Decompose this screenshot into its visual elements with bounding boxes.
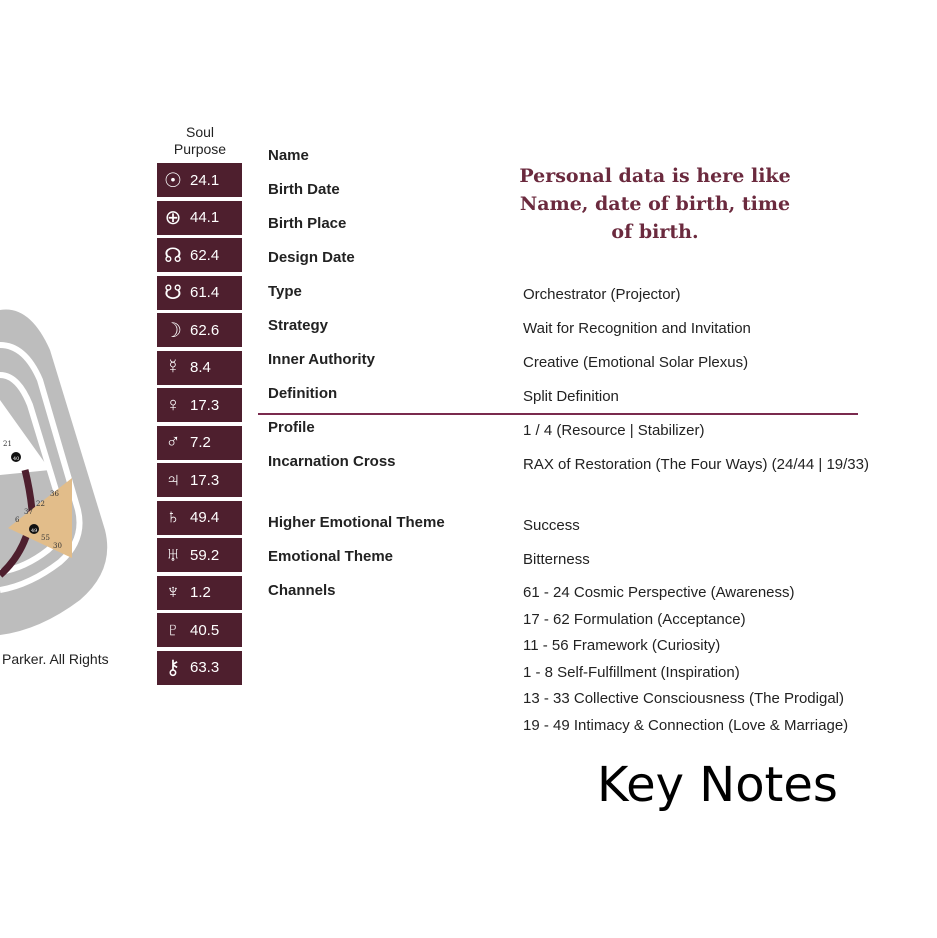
planet-value: 7.2 — [190, 434, 211, 451]
pluto-icon: ♇ — [165, 618, 181, 641]
label-strategy: Strategy — [268, 317, 329, 334]
label-definition: Definition — [268, 385, 338, 402]
divider — [258, 413, 858, 415]
channels-list — [523, 580, 923, 740]
planet-value: 17.3 — [190, 471, 220, 489]
channel-item: 13 - 33 Collective Consciousness (The Prodigal) — [523, 690, 844, 708]
bodygraph-fragment — [0, 300, 160, 640]
gate-21: 21 — [3, 440, 12, 448]
channel-item: 1 - 8 Self-Fulfillment (Inspiration) — [523, 663, 740, 681]
label-birth-date: Birth Date — [268, 181, 340, 198]
planet-value: 49.4 — [190, 509, 220, 526]
label-channels: Channels — [268, 582, 336, 599]
soul-purpose-title — [160, 124, 240, 158]
gate-6: 6 — [15, 516, 20, 524]
planet-row — [157, 238, 242, 272]
planet-row — [157, 538, 242, 572]
gate-30: 30 — [53, 542, 62, 550]
label-incarnation-cross: Incarnation Cross — [268, 453, 396, 470]
gate-37: 37 — [24, 508, 33, 516]
planet-row — [157, 313, 242, 347]
neptune-icon: ♆ — [165, 581, 181, 603]
planet-value: 61.4 — [190, 284, 220, 301]
label-emotional-theme: Emotional Theme — [268, 548, 394, 565]
planet-value: 8.4 — [190, 359, 211, 376]
planet-value: 24.1 — [190, 171, 220, 189]
label-birth-place: Birth Place — [268, 215, 347, 232]
planet-row — [157, 651, 242, 685]
south-node-icon: ☋ — [164, 282, 182, 304]
title-line: Purpose — [173, 141, 227, 157]
planet-row — [157, 576, 242, 610]
value-inner-authority: Creative (Emotional Solar Plexus) — [523, 354, 749, 371]
label-type: Type — [268, 283, 302, 300]
gate-40: 40 — [13, 456, 20, 462]
value-emotional-theme: Bitterness — [523, 551, 590, 568]
earth-icon: ⊕ — [164, 207, 182, 229]
value-strategy: Wait for Recognition and Invitation — [523, 320, 751, 337]
gate-49: 49 — [31, 528, 38, 534]
north-node-icon: ☊ — [164, 244, 182, 267]
planet-row — [157, 351, 242, 385]
planet-row — [157, 426, 242, 460]
sun-icon: ☉ — [164, 169, 182, 192]
label-name: Name — [268, 147, 309, 164]
planet-row — [157, 388, 242, 422]
planet-value: 17.3 — [190, 396, 220, 414]
key-notes-heading: Key Notes — [597, 757, 838, 813]
planet-row — [157, 613, 242, 647]
channel-item: 17 - 62 Formulation (Acceptance) — [523, 610, 746, 628]
label-profile: Profile — [268, 419, 315, 436]
channel-item: 61 - 24 Cosmic Perspective (Awareness) — [523, 584, 795, 601]
gate-36: 36 — [50, 490, 59, 498]
mars-icon: ♂ — [165, 431, 181, 453]
value-higher-emotional-theme: Success — [523, 517, 580, 534]
label-inner-authority: Inner Authority — [268, 351, 375, 368]
value-type: Orchestrator (Projector) — [523, 286, 681, 303]
planet-row — [157, 501, 242, 535]
value-profile: 1 / 4 (Resource | Stabilizer) — [523, 422, 705, 439]
planet-value: 62.4 — [190, 246, 220, 264]
chiron-icon: ⚷ — [165, 657, 181, 679]
channel-item: 19 - 49 Intimacy & Connection (Love & Marriage) — [523, 716, 849, 734]
planet-value: 59.2 — [190, 546, 220, 564]
value-incarnation-cross: RAX of Restoration (The Four Ways) (24/44 | 19/33) — [523, 456, 869, 473]
planet-row — [157, 163, 242, 197]
planet-row — [157, 463, 242, 497]
channel-item: 11 - 56 Framework (Curiosity) — [523, 637, 721, 655]
venus-icon: ♀ — [165, 393, 181, 416]
label-design-date: Design Date — [268, 249, 355, 266]
moon-icon: ☽ — [164, 319, 182, 342]
value-definition: Split Definition — [523, 388, 619, 405]
planet-value: 1.2 — [190, 584, 211, 601]
gate-55: 55 — [41, 534, 50, 542]
planet-row — [157, 201, 242, 235]
planet-row — [157, 276, 242, 310]
label-higher-emotional-theme: Higher Emotional Theme — [268, 514, 445, 531]
planet-value: 63.3 — [190, 659, 220, 676]
uranus-icon: ♅ — [165, 543, 181, 566]
planet-value: 44.1 — [190, 209, 220, 226]
copyright-text: Parker. All Rights — [2, 651, 109, 667]
jupiter-icon: ♃ — [165, 468, 181, 491]
title-line: Soul — [185, 124, 215, 140]
planet-value: 40.5 — [190, 621, 220, 639]
gate-22: 22 — [36, 500, 45, 508]
mercury-icon: ☿ — [165, 356, 181, 378]
personal-data-note: Personal data is here like Name, date of birth, time of birth. — [519, 165, 791, 243]
planet-value: 62.6 — [190, 321, 220, 339]
saturn-icon: ♄ — [165, 506, 181, 528]
